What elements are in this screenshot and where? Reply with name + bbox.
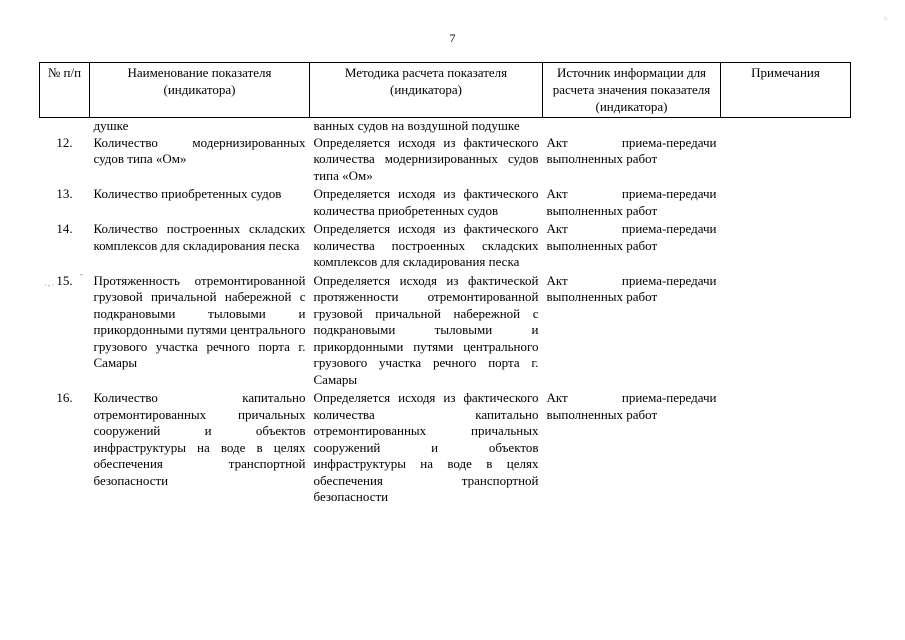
- cell-method: Определяется исходя из фактического количества приобретенных судов: [313, 186, 539, 218]
- table-header-row: [40, 63, 851, 118]
- cell-notes: [721, 118, 851, 135]
- cell-source: Акт приема-передачи выполненных работ: [546, 186, 717, 218]
- cell-num: 14.: [56, 221, 73, 236]
- cell-name: Протяженность отремонтированной грузовой причальной набережной с подкрановыми тыловыми и прикордонными путями центрального грузового участка речного порта г. Самары: [93, 272, 306, 370]
- table-row: [40, 390, 851, 508]
- cell-method: ванных судов на воздушной подушке: [313, 118, 520, 133]
- table-row: [40, 186, 851, 221]
- header-name: Наименование показателя (индикатора): [90, 63, 310, 118]
- header-notes: Примечания: [721, 63, 851, 118]
- cell-method: Определяется исходя из фактического количества построенных складских комплексов для складирования песка: [313, 221, 539, 269]
- cell-num: 12.: [56, 134, 73, 150]
- cell-source: Акт приема-передачи выполненных работ: [546, 272, 717, 304]
- cell-name: душке: [93, 118, 129, 133]
- cell-source: [543, 118, 721, 135]
- cell-name: Количество модернизированных судов типа «Ом»: [93, 134, 306, 166]
- cell-source: Акт приема-передачи выполненных работ: [546, 390, 717, 422]
- cell-notes: [721, 221, 851, 273]
- cell-method: Определяется исходя из фактической протяженности отремонтированной грузовой причальной набережной с подкрановыми тыловыми и прикордонными путями центрального грузового участка речного порта г. Самары: [313, 272, 539, 387]
- cell-notes: [721, 390, 851, 508]
- cell-num: [40, 118, 90, 135]
- cell-notes: [721, 186, 851, 221]
- cell-name: Количество капитально отремонтированных причальных сооружений и объектов инфраструктуры на воде в целях обеспечения транспортной безопасности: [93, 390, 306, 488]
- cell-notes: [721, 135, 851, 187]
- header-source: Источник информации для расчета значения показателя (индикатора): [543, 63, 721, 118]
- scan-artifact: ·-·: [44, 281, 55, 290]
- scan-artifact: -: [80, 269, 83, 279]
- cell-notes: [721, 273, 851, 391]
- header-method: Методика расчета показателя (индикатора): [310, 63, 543, 118]
- cell-source: Акт приема-передачи выполненных работ: [546, 221, 717, 253]
- indicators-table: [39, 62, 851, 508]
- cell-method: Определяется исходя из фактического количества капитально отремонтированных причальных сооружений и объектов инфраструктуры на воде в целях обеспечения транспортной безопасности: [313, 390, 539, 504]
- page-number: 7: [449, 31, 456, 45]
- cell-num: 13.: [56, 186, 73, 201]
- cell-source: Акт приема-передачи выполненных работ: [546, 134, 717, 166]
- table-row: [40, 221, 851, 273]
- cell-num: 15.: [56, 272, 73, 288]
- cell-method: Определяется исходя из фактического количества модернизированных судов типа «Ом»: [313, 134, 539, 183]
- table-row: [40, 273, 851, 391]
- header-num: № п/п: [40, 63, 90, 118]
- cell-name: Количество построенных складских комплексов для складирования песка: [93, 221, 306, 253]
- scan-mark: ▫: [883, 13, 887, 23]
- table-row: [40, 135, 851, 187]
- cell-name: Количество приобретенных судов: [93, 186, 282, 201]
- cell-num: 16.: [56, 390, 73, 405]
- table-row-continuation: [40, 118, 851, 135]
